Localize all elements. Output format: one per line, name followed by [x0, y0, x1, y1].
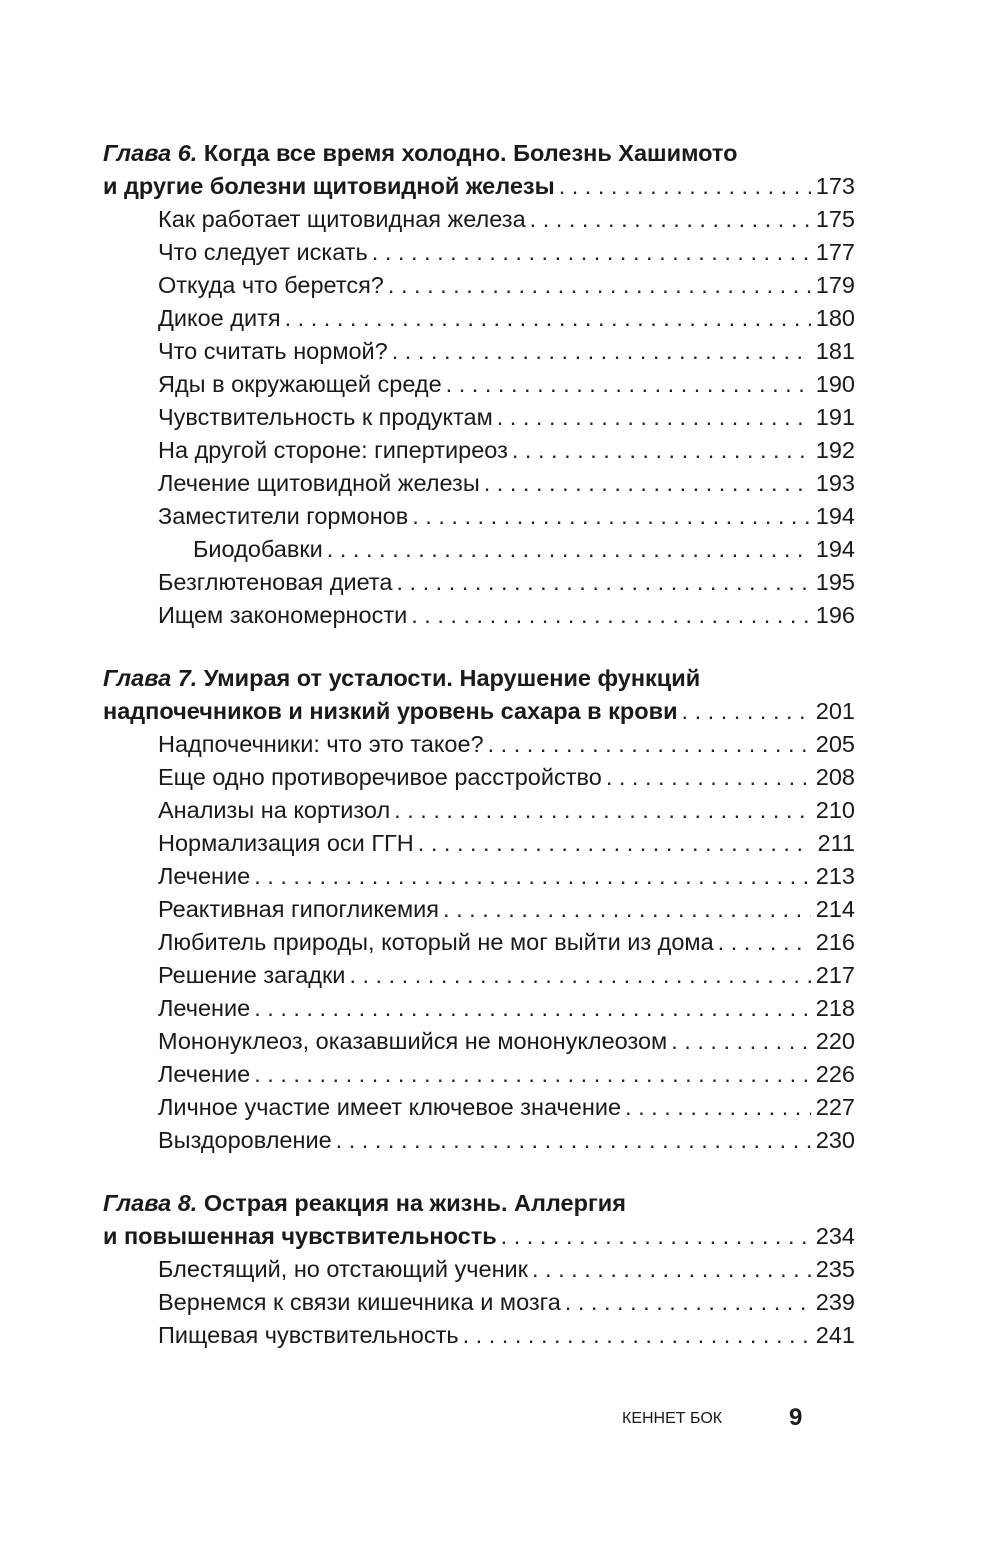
toc-entry[interactable] — [103, 764, 855, 797]
toc-entry-page: 226 — [815, 1061, 855, 1087]
toc-entry-label: Что следует искать — [158, 239, 368, 265]
toc-entry-page: 195 — [815, 569, 855, 595]
chapter-number: Глава 8. — [103, 1190, 198, 1216]
toc-entry-label: Вернемся к связи кишечника и мозга — [158, 1289, 561, 1315]
toc-entry[interactable] — [103, 239, 855, 272]
running-footer-author: КЕННЕТ БОК — [622, 1410, 723, 1427]
dot-leader — [336, 1127, 811, 1155]
dot-leader — [463, 1322, 811, 1350]
toc-entry-page: 217 — [815, 962, 855, 988]
toc-entry-label: Яды в окружающей среде — [158, 371, 442, 397]
toc-entry[interactable] — [103, 437, 855, 470]
toc-entry-page: 235 — [815, 1256, 855, 1282]
chapter-heading[interactable] — [103, 665, 855, 698]
chapter-heading-continued[interactable] — [103, 173, 855, 206]
toc-entry[interactable] — [103, 1028, 855, 1061]
toc-entry-label: Биодобавки — [193, 536, 323, 562]
toc-entry[interactable] — [103, 602, 855, 635]
toc-entry[interactable] — [103, 896, 855, 929]
chapter-heading[interactable] — [103, 1190, 855, 1223]
toc-entry-page: 218 — [815, 995, 855, 1021]
toc-entry-label: Чувствительность к продуктам — [158, 404, 493, 430]
toc-entry-label: Решение загадки — [158, 962, 346, 988]
dot-leader — [512, 437, 811, 465]
toc-entry-label: Нормализация оси ГГН — [158, 830, 414, 856]
dot-leader — [254, 863, 811, 891]
dot-leader — [488, 731, 811, 759]
toc-entry-label: Реактивная гипогликемия — [158, 896, 440, 922]
dot-leader — [327, 536, 811, 564]
toc-entry-page: 227 — [815, 1094, 855, 1120]
toc-entry-page: 230 — [815, 1127, 855, 1153]
toc-entry[interactable] — [103, 503, 855, 536]
dot-leader — [388, 272, 811, 300]
dot-leader — [392, 338, 811, 366]
toc-entry-label: Мононуклеоз, оказавшийся не мононуклеозом — [158, 1028, 668, 1054]
chapter-heading[interactable] — [103, 140, 855, 173]
chapter-page-number: 234 — [815, 1223, 855, 1249]
toc-entry-label: На другой стороне: гипертиреоз — [158, 437, 508, 463]
chapter-number: Глава 6. — [103, 140, 198, 166]
toc-entry-label: Заместители гормонов — [158, 503, 409, 529]
dot-leader — [532, 1256, 811, 1284]
toc-entry-label: Надпочечники: что это такое? — [158, 731, 484, 757]
dot-leader — [565, 1289, 811, 1317]
dot-leader — [443, 896, 811, 924]
toc-entry-page: 216 — [815, 929, 855, 955]
toc-entry[interactable] — [103, 470, 855, 503]
toc-entry-page: 214 — [815, 896, 855, 922]
dot-leader — [412, 503, 811, 531]
toc-entry[interactable] — [103, 962, 855, 995]
toc-entry[interactable] — [103, 272, 855, 305]
toc-entry-page: 194 — [815, 536, 855, 562]
toc-entry[interactable] — [103, 338, 855, 371]
chapter-title-continued: надпочечников и низкий уровень сахара в крови — [103, 698, 678, 724]
toc-entry[interactable] — [103, 305, 855, 338]
toc-entry-page: 241 — [815, 1322, 855, 1348]
toc-entry-page: 213 — [815, 863, 855, 889]
toc-entry[interactable] — [103, 830, 855, 863]
dot-leader — [446, 371, 811, 399]
toc-entry-label: Лечение — [158, 1061, 251, 1087]
toc-entry[interactable] — [103, 206, 855, 239]
toc-entry-page: 210 — [815, 797, 855, 823]
toc-entry-label: Любитель природы, который не мог выйти из дома — [158, 929, 714, 955]
toc-entry[interactable] — [103, 404, 855, 437]
toc-entry[interactable] — [103, 1127, 855, 1160]
chapter-block — [103, 665, 855, 1160]
dot-leader — [254, 1061, 811, 1089]
chapter-block — [103, 140, 855, 635]
dot-leader — [285, 305, 811, 333]
toc-entry-page: 211 — [817, 830, 855, 856]
toc-entry-label: Ищем закономерности — [158, 602, 408, 628]
toc-entry-page: 191 — [815, 404, 855, 430]
dot-leader — [671, 1028, 811, 1056]
toc-entry-label: Откуда что берется? — [158, 272, 384, 298]
dot-leader — [396, 569, 811, 597]
toc-entry-label: Еще одно противоречивое расстройство — [158, 764, 602, 790]
dot-leader — [254, 995, 811, 1023]
dot-leader — [418, 830, 811, 858]
toc-entry-page: 192 — [815, 437, 855, 463]
dot-leader — [394, 797, 811, 825]
toc-entry[interactable] — [103, 929, 855, 962]
dot-leader — [484, 470, 811, 498]
chapter-block — [103, 1190, 855, 1355]
toc-entry-page: 177 — [815, 239, 855, 265]
chapter-title-continued: и другие болезни щитовидной железы — [103, 173, 555, 199]
chapter-heading-continued[interactable] — [103, 1223, 855, 1256]
toc-entry-label: Лечение — [158, 863, 251, 889]
dot-leader — [530, 206, 811, 234]
toc-entry[interactable] — [103, 731, 855, 764]
toc-entry-label: Выздоровление — [158, 1127, 332, 1153]
table-of-contents — [103, 140, 855, 1385]
toc-entry[interactable] — [103, 569, 855, 602]
page-number: 9 — [789, 1404, 803, 1431]
toc-entry-page: 194 — [815, 503, 855, 529]
dot-leader — [625, 1094, 811, 1122]
toc-entry-page: 175 — [815, 206, 855, 232]
toc-entry[interactable] — [103, 1289, 855, 1322]
toc-entry-page: 239 — [815, 1289, 855, 1315]
toc-entry-label: Как работает щитовидная железа — [158, 206, 526, 232]
toc-entry-page: 190 — [815, 371, 855, 397]
toc-entry-label: Безглютеновая диета — [158, 569, 393, 595]
toc-entry-label: Блестящий, но отстающий ученик — [158, 1256, 528, 1282]
toc-entry-label: Личное участие имеет ключевое значение — [158, 1094, 622, 1120]
toc-entry[interactable] — [103, 863, 855, 896]
toc-entry-page: 179 — [815, 272, 855, 298]
toc-entry[interactable] — [103, 1322, 855, 1355]
chapter-title-continued: и повышенная чувствительность — [103, 1223, 497, 1249]
dot-leader — [372, 239, 811, 267]
toc-entry-page: 196 — [815, 602, 855, 628]
chapter-heading-continued[interactable] — [103, 698, 855, 731]
toc-entry-page: 205 — [815, 731, 855, 757]
toc-entry-page: 208 — [815, 764, 855, 790]
toc-entry[interactable] — [103, 797, 855, 830]
dot-leader — [682, 698, 811, 726]
toc-entry-page: 181 — [815, 338, 855, 364]
chapter-title: Острая реакция на жизнь. Аллергия — [203, 1190, 626, 1216]
dot-leader — [606, 764, 811, 792]
dot-leader — [559, 173, 811, 201]
dot-leader — [497, 404, 811, 432]
toc-entry-label: Пищевая чувствительность — [158, 1322, 459, 1348]
toc-entry[interactable] — [103, 536, 855, 569]
toc-entry-page: 180 — [815, 305, 855, 331]
chapter-number: Глава 7. — [103, 665, 198, 691]
dot-leader — [411, 602, 811, 630]
toc-entry-label: Лечение щитовидной железы — [158, 470, 480, 496]
toc-entry[interactable] — [103, 995, 855, 1028]
toc-entry[interactable] — [103, 371, 855, 404]
dot-leader — [718, 929, 811, 957]
toc-entry[interactable] — [103, 1256, 855, 1289]
toc-entry-label: Что считать нормой? — [158, 338, 388, 364]
dot-leader — [501, 1223, 811, 1251]
toc-entry-label: Дикое дитя — [158, 305, 281, 331]
chapter-title: Умирая от усталости. Нарушение функций — [203, 665, 701, 691]
chapter-page-number: 201 — [815, 698, 855, 724]
toc-entry-page: 193 — [815, 470, 855, 496]
toc-entry[interactable] — [103, 1094, 855, 1127]
chapter-title: Когда все время холодно. Болезнь Хашимото — [203, 140, 738, 166]
toc-entry[interactable] — [103, 1061, 855, 1094]
toc-entry-label: Лечение — [158, 995, 251, 1021]
toc-entry-page: 220 — [815, 1028, 855, 1054]
chapter-page-number: 173 — [815, 173, 855, 199]
toc-entry-label: Анализы на кортизол — [158, 797, 391, 823]
dot-leader — [349, 962, 811, 990]
